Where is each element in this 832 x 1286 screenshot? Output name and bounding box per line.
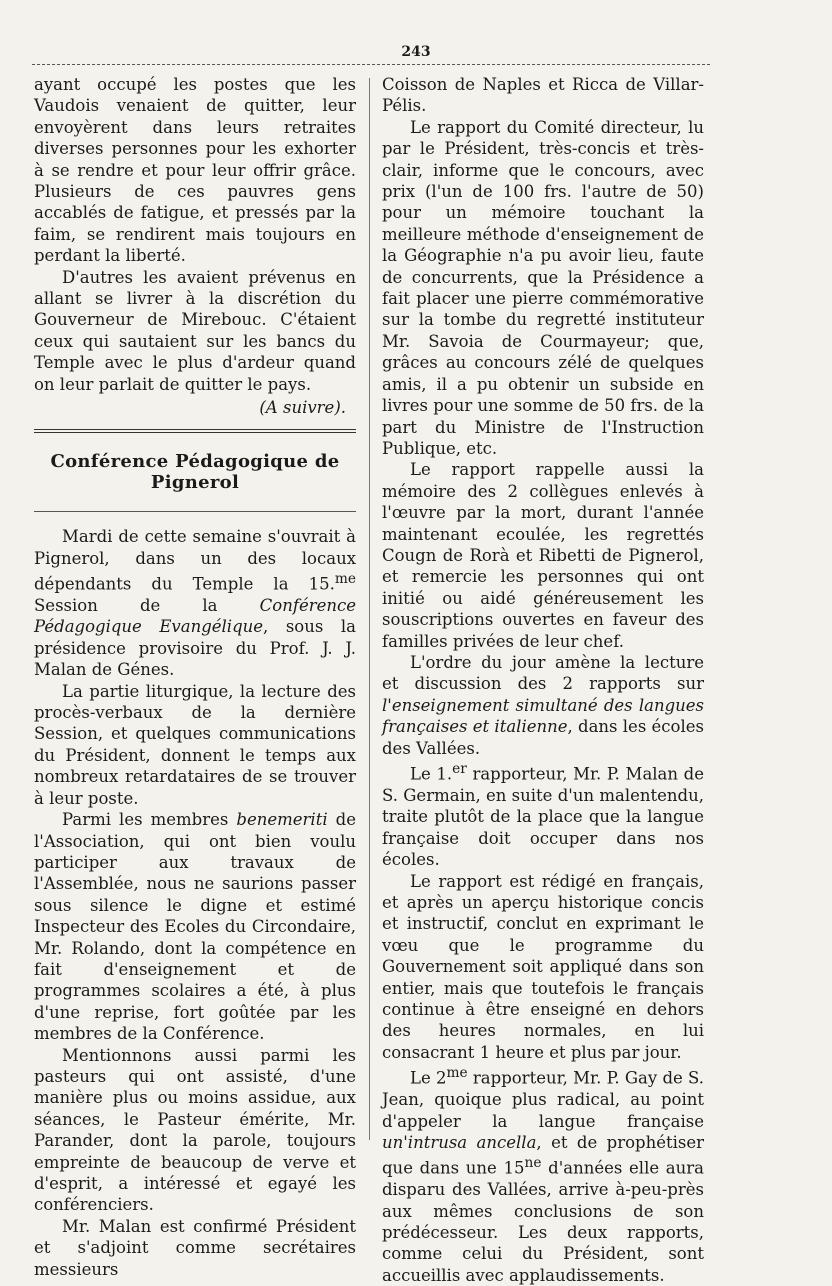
italic-text: l'enseignement simultané des langues françaises et italienne xyxy=(382,695,704,737)
to-be-continued: (A suivre). xyxy=(259,398,346,418)
right-paragraph-4 xyxy=(382,652,704,759)
text-run: Le 1. xyxy=(410,764,453,784)
superscript: er xyxy=(452,761,467,777)
page-number: 243 xyxy=(401,44,431,60)
text-run: Le 2 xyxy=(410,1068,447,1088)
left-column xyxy=(34,74,356,1280)
right-column xyxy=(382,74,704,1286)
italic-text: Conférence Pédagogique Evangélique xyxy=(34,596,356,637)
right-paragraph-5 xyxy=(382,759,704,871)
text-run: , dans les écoles des Vallées. xyxy=(382,717,704,758)
right-paragraph-6: Le rapport est rédigé en français, et après un aperçu historique concis et instructif, conclut en exprimant le vœu que le programme du Gouvernement soit appliqué dans son entier, mais que toutefois le français continue à être enseigné en dehors des heures normales, en lui consacrant 1 heure et plus par jour. xyxy=(382,871,704,1062)
left-paragraph-1: ayant occupé les postes que les Vaudois venaient de quitter, leur envoyèrent dans leurs retraites diverses personnes pour les exhorter à se rendre et pour leur offrir grâce. Plusieurs de ces pauvres gens accablés de fatigue, et pressés par la faim, se rendirent mais toujours en perdant la liberté. xyxy=(34,75,356,266)
superscript: me xyxy=(446,1065,468,1082)
superscript: me xyxy=(334,571,356,588)
text-run: Session de la xyxy=(34,596,260,616)
right-paragraph-3: Le rapport rappelle aussi la mémoire des 2 collègues enlevés à l'œuvre par la mort, durant l'année maintenant ecoulée, les regrettés Cougn de Rorà et Ribetti de Pignerol, et remercie les personnes qui ont initié ou aidé généreusement les souscriptions ouvertes en faveur des familles privées de leur chef. xyxy=(382,460,704,651)
left-paragraph-6: Mentionnons aussi parmi les pasteurs qui ont assisté, d'une manière plus ou moins assidue, aux séances, le Pasteur émérite, Mr. Parander, dont la parole, toujours empreinte de beaucoup de verve et d'esprit, a intéressé et egayé les conférenciers. xyxy=(34,1045,356,1215)
right-paragraph-2: Le rapport du Comité directeur, lu par le Président, très-concis et très-clair, informe que le concours, avec prix (l'un de 100 frs. l'autre de 50) pour un mémoire touchant la meilleure méthode d'enseignement de la Géographie n'a pu avoir lieu, faute de concurrents, que la Présidence a fait placer une pierre commémorative sur la tombe du regretté instituteur Mr. Savoia de Courmayeur; que, grâces au concours zélé de quelques amis, il a pu obtenir un subside en livres pour une somme de 50 frs. de la part du Ministre de l'Instruction Publique, etc. xyxy=(382,117,704,458)
text-run: d'années elle aura disparu des Vallées, arrive à-peu-près aux mêmes conclusions de son prédécesseur. Les deux rapports, comme celui du Président, sont accueillis avec applaudissements. xyxy=(382,1158,704,1285)
section-separator xyxy=(34,429,356,433)
header-rule xyxy=(32,64,710,65)
text-run: L'ordre du jour amène la lecture et discussion des 2 rapports sur xyxy=(382,652,704,694)
left-paragraph-2: D'autres les avaient prévenus en allant se livrer à la discrétion du Gouverneur de Mirebouc. C'étaient ceux qui sautaient sur les bancs du Temple avec le plus d'ardeur quand on leur parlait de quitter le pays. xyxy=(34,267,356,394)
text-run: de l'Association, qui ont bien voulu participer aux travaux de l'Assemblée, nous ne saurions passer sous silence le digne et estimé Inspecteur des Ecoles du Circondaire, Mr. Rolando, dont la compétence en fait d'enseignement et de programmes scolaires a été, à plus d'une reprise, fort goûtée par les membres de la Conférence. xyxy=(34,810,356,1044)
text-run: Mardi de cette semaine s'ouvrait à Pignerol, dans un des locaux dépendants du Temple la 15. xyxy=(34,527,356,594)
italic-text: un'intrusa ancella xyxy=(382,1132,537,1152)
text-run: , et de prophétiser que dans une 15 xyxy=(382,1132,704,1178)
superscript: ne xyxy=(524,1155,542,1172)
text-run: Parmi les membres xyxy=(62,810,237,830)
text-run: , sous la présidence provisoire du Prof. J. J. Malan de Génes. xyxy=(34,617,356,680)
title-rule xyxy=(34,511,356,512)
column-divider xyxy=(369,78,370,1140)
left-paragraph-7: Mr. Malan est confirmé Président et s'adjoint comme secrétaires messieurs xyxy=(34,1216,356,1279)
left-paragraph-3 xyxy=(34,526,356,680)
right-paragraph-7 xyxy=(382,1063,704,1286)
italic-text: benemeriti xyxy=(236,810,328,830)
left-paragraph-5 xyxy=(34,809,356,1044)
text-run: rapporteur, Mr. P. Gay de S. Jean, quoique plus radical, au point d'appeler la langue française xyxy=(382,1068,704,1131)
section-title: Conférence Pédagogique de Pignerol xyxy=(50,450,340,493)
left-paragraph-4: La partie liturgique, la lecture des procès-verbaux de la dernière Session, et quelques communications du Président, donnent le temps aux nombreux retardataires de se trouver à leur poste. xyxy=(34,681,356,808)
right-paragraph-1: Coisson de Naples et Ricca de Villar-Pélis. xyxy=(382,75,704,116)
text-run: rapporteur, Mr. P. Malan de S. Germain, en suite d'un malentendu, traite plutôt de la place que la langue française doit occuper dans nos écoles. xyxy=(382,764,704,870)
